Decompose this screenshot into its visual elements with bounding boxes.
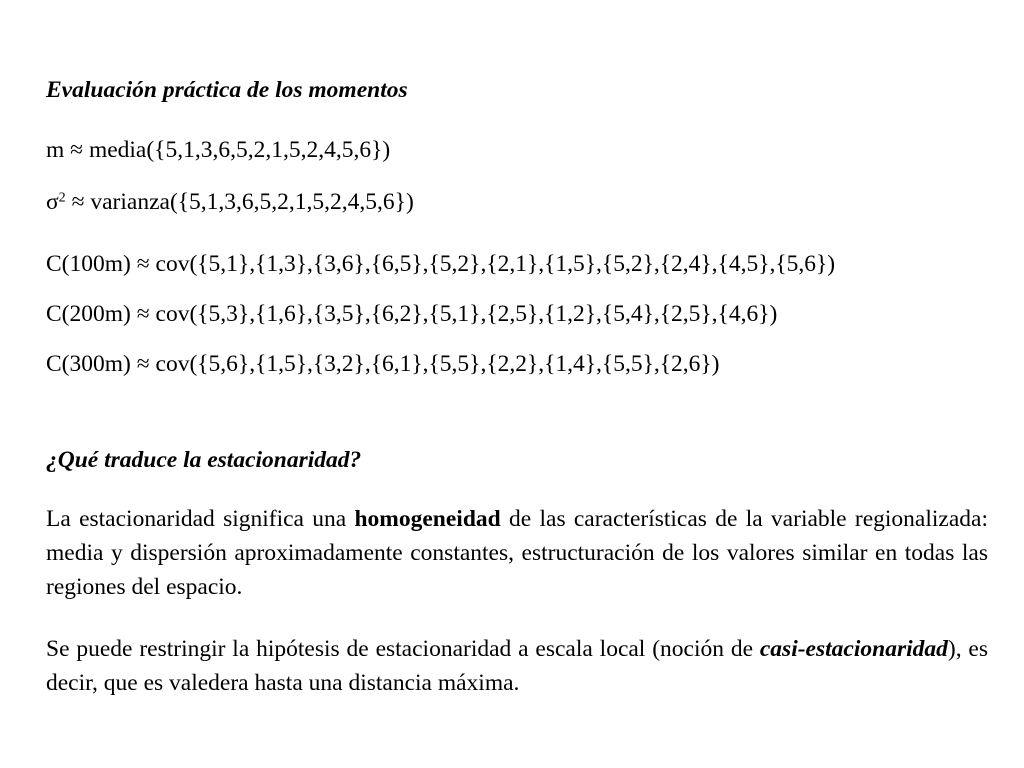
mean-expression: media({5,1,3,6,5,2,1,5,2,4,5,6})	[88, 137, 391, 163]
mean-symbol: m	[46, 137, 65, 163]
heading-moments: Evaluación práctica de los momentos	[46, 77, 408, 103]
approx-symbol: ≈	[136, 351, 150, 377]
para2-text-before: Se puede restringir la hipótesis de estacionaridad a escala local (noción de	[46, 636, 760, 662]
approx-symbol: ≈	[70, 137, 84, 163]
para1-bold-term: homogeneidad	[354, 506, 501, 532]
approx-symbol: ≈	[136, 251, 150, 277]
formula-mean	[46, 136, 390, 164]
cov200-symbol: C(200m)	[46, 301, 131, 327]
variance-exponent: 2	[58, 189, 66, 206]
heading-stationarity: ¿Qué traduce la estacionaridad?	[46, 447, 362, 473]
approx-symbol: ≈	[136, 301, 150, 327]
cov200-expression: cov({5,3},{1,6},{3,5},{6,2},{5,1},{2,5},{1,2},{5,4},{2,5},{4,6})	[155, 301, 778, 327]
variance-symbol: σ	[46, 189, 59, 215]
formula-cov-100m	[46, 250, 835, 278]
formula-cov-300m	[46, 350, 720, 378]
para2-text-after: ), es decir, que es valedera hasta una distancia máxima.	[46, 636, 989, 696]
para2-emphasis-term: casi-estacionaridad	[759, 636, 948, 662]
variance-expression: varianza({5,1,3,6,5,2,1,5,2,4,5,6})	[90, 189, 414, 215]
cov100-symbol: C(100m)	[46, 251, 131, 277]
approx-symbol: ≈	[71, 189, 85, 215]
cov300-symbol: C(300m)	[46, 351, 131, 377]
paragraph-stationarity-definition	[46, 502, 988, 604]
formula-variance	[46, 188, 414, 216]
cov100-expression: cov({5,1},{1,3},{3,6},{6,5},{5,2},{2,1},{1,5},{5,2},{2,4},{4,5},{5,6})	[155, 251, 836, 277]
paragraph-local-stationarity	[46, 632, 988, 700]
formula-cov-200m	[46, 300, 777, 328]
cov300-expression: cov({5,6},{1,5},{3,2},{6,1},{5,5},{2,2},{1,4},{5,5},{2,6})	[155, 351, 720, 377]
para1-text-after: de las características de la variable regionalizada: media y dispersión aproximadamente constantes, estructuración de los valores similar en todas las regiones del espacio.	[46, 506, 988, 600]
para1-text-before: La estacionaridad significa una	[46, 506, 355, 532]
